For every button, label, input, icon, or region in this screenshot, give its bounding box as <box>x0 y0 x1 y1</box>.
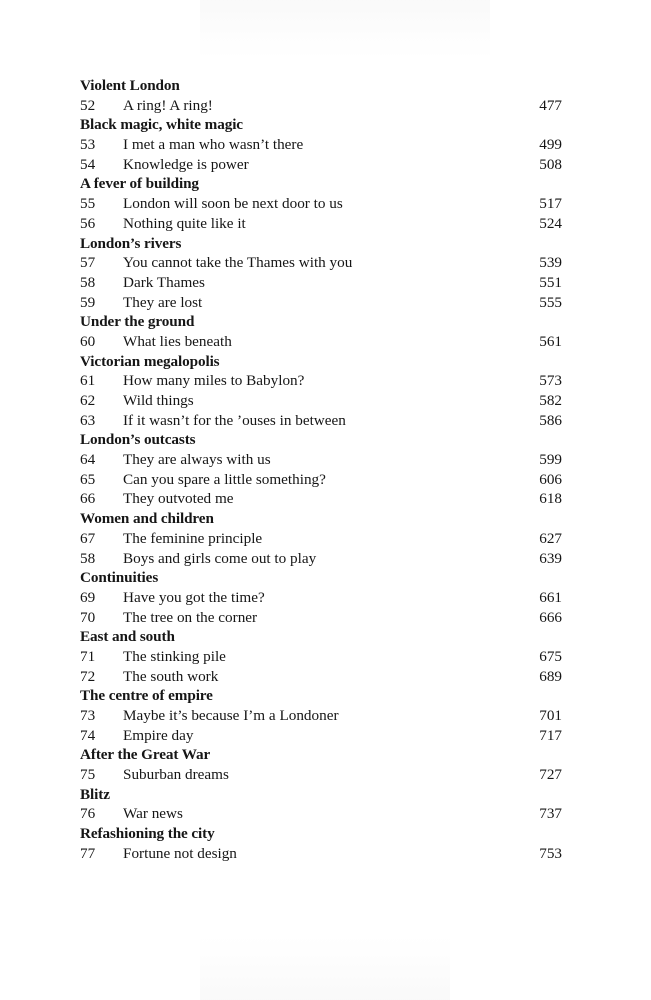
chapter-page-number: 661 <box>539 588 562 606</box>
chapter-page-number: 689 <box>539 667 562 685</box>
chapter-entry <box>80 667 566 687</box>
chapter-number: 72 <box>80 667 96 685</box>
chapter-entry <box>80 135 566 155</box>
section-heading: Victorian megalopolis <box>80 352 220 370</box>
chapter-number: 59 <box>80 293 96 311</box>
chapter-page-number: 606 <box>539 470 562 488</box>
chapter-number: 64 <box>80 451 96 469</box>
chapter-entry <box>80 194 566 214</box>
chapter-entry <box>80 804 566 824</box>
chapter-number: 56 <box>80 214 96 232</box>
chapter-number: 60 <box>80 332 96 350</box>
chapter-page-number: 508 <box>539 155 562 173</box>
section-heading: Blitz <box>80 785 110 803</box>
chapter-page-number: 477 <box>539 96 562 114</box>
chapter-number: 61 <box>80 372 96 390</box>
chapter-number: 67 <box>80 529 96 547</box>
chapter-number: 76 <box>80 805 96 823</box>
chapter-number: 69 <box>80 588 96 606</box>
chapter-entry <box>80 371 566 391</box>
chapter-number: 66 <box>80 490 96 508</box>
chapter-number: 52 <box>80 96 96 114</box>
chapter-title: The feminine principle <box>123 529 263 547</box>
chapter-entry <box>80 489 566 509</box>
chapter-entry <box>80 608 566 628</box>
chapter-entry <box>80 411 566 431</box>
chapter-entry <box>80 293 566 313</box>
chapter-title: Suburban dreams <box>123 766 229 784</box>
section-heading: Violent London <box>80 77 180 94</box>
chapter-page-number: 717 <box>539 726 562 744</box>
chapter-page-number: 499 <box>539 136 562 154</box>
chapter-entry <box>80 470 566 490</box>
chapter-title: They outvoted me <box>123 490 234 508</box>
section-heading: Women and children <box>80 510 214 528</box>
chapter-page-number: 582 <box>539 392 562 409</box>
chapter-number: 53 <box>80 136 96 154</box>
chapter-title: War news <box>123 805 183 823</box>
chapter-number: 58 <box>80 549 96 567</box>
chapter-entry <box>80 96 566 116</box>
section-heading: Under the ground <box>80 313 195 331</box>
chapter-page-number: 517 <box>539 195 562 213</box>
chapter-page-number: 666 <box>539 608 562 626</box>
scan-shadow-bottom <box>200 935 450 1000</box>
chapter-number: 58 <box>80 273 96 291</box>
table-of-contents <box>80 76 566 864</box>
chapter-page-number: 555 <box>539 293 562 311</box>
chapter-number: 62 <box>80 392 96 409</box>
chapter-number: 54 <box>80 155 96 173</box>
section-heading: London’s outcasts <box>80 431 196 449</box>
chapter-title: I met a man who wasn’t there <box>123 136 304 154</box>
section-heading: After the Great War <box>80 746 211 764</box>
chapter-entry <box>80 273 566 293</box>
chapter-entry <box>80 529 566 549</box>
chapter-page-number: 727 <box>539 766 562 784</box>
chapter-title: Empire day <box>123 726 194 744</box>
chapter-number: 77 <box>80 844 96 862</box>
chapter-entry <box>80 706 566 726</box>
chapter-entry <box>80 155 566 175</box>
chapter-title: Boys and girls come out to play <box>123 549 317 567</box>
chapter-entry <box>80 549 566 569</box>
chapter-entry <box>80 588 566 608</box>
chapter-page-number: 539 <box>539 254 562 272</box>
chapter-title: What lies beneath <box>123 332 232 350</box>
chapter-page-number: 737 <box>539 805 562 823</box>
chapter-title: The stinking pile <box>123 647 226 665</box>
chapter-number: 73 <box>80 707 96 724</box>
chapter-number: 65 <box>80 470 96 488</box>
chapter-title: Fortune not design <box>123 844 237 862</box>
chapter-title: Dark Thames <box>123 273 205 291</box>
section-heading: East and south <box>80 628 175 646</box>
chapter-entry <box>80 765 566 785</box>
chapter-entry <box>80 726 566 746</box>
chapter-page-number: 675 <box>539 647 562 665</box>
chapter-title: London will soon be next door to us <box>123 195 343 213</box>
chapter-title: Can you spare a little something? <box>123 470 326 488</box>
chapter-page-number: 701 <box>539 707 562 724</box>
chapter-title: Wild things <box>123 392 194 409</box>
chapter-page-number: 627 <box>539 529 562 547</box>
chapter-title: The south work <box>123 667 219 685</box>
chapter-number: 55 <box>80 195 96 213</box>
scan-shadow-top <box>200 0 490 60</box>
chapter-entry <box>80 214 566 234</box>
chapter-number: 75 <box>80 766 96 784</box>
chapter-title: Have you got the time? <box>123 588 265 606</box>
chapter-entry <box>80 647 566 667</box>
section-heading: Continuities <box>80 569 159 587</box>
chapter-title: Knowledge is power <box>123 155 249 173</box>
section-heading: London’s rivers <box>80 234 182 252</box>
section-heading: The centre of empire <box>80 687 213 705</box>
chapter-page-number: 551 <box>539 273 562 291</box>
chapter-title: If it wasn’t for the ’ouses in between <box>123 411 346 429</box>
chapter-number: 71 <box>80 647 96 665</box>
section-heading: Black magic, white magic <box>80 116 243 134</box>
chapter-page-number: 618 <box>539 490 562 508</box>
chapter-entry <box>80 844 566 864</box>
section-heading: A fever of building <box>80 175 199 193</box>
chapter-title: They are lost <box>123 293 203 311</box>
chapter-entry <box>80 332 566 352</box>
chapter-entry <box>80 450 566 470</box>
chapter-number: 70 <box>80 608 96 626</box>
chapter-number: 74 <box>80 726 96 744</box>
chapter-entry <box>80 391 566 411</box>
chapter-title: A ring! A ring! <box>123 96 213 114</box>
chapter-number: 63 <box>80 411 96 429</box>
chapter-entry <box>80 253 566 273</box>
chapter-page-number: 599 <box>539 451 562 469</box>
chapter-number: 57 <box>80 254 96 272</box>
chapter-page-number: 524 <box>539 214 562 232</box>
chapter-title: The tree on the corner <box>123 608 258 626</box>
chapter-title: They are always with us <box>123 451 271 469</box>
chapter-page-number: 639 <box>539 549 562 567</box>
chapter-page-number: 586 <box>539 411 562 429</box>
chapter-title: You cannot take the Thames with you <box>123 254 353 272</box>
chapter-title: Nothing quite like it <box>123 214 246 232</box>
section-heading: Refashioning the city <box>80 825 215 843</box>
chapter-title: Maybe it’s because I’m a Londoner <box>123 707 339 724</box>
chapter-title: How many miles to Babylon? <box>123 372 305 390</box>
chapter-page-number: 753 <box>539 844 562 862</box>
chapter-page-number: 561 <box>539 332 562 350</box>
chapter-page-number: 573 <box>539 372 562 390</box>
